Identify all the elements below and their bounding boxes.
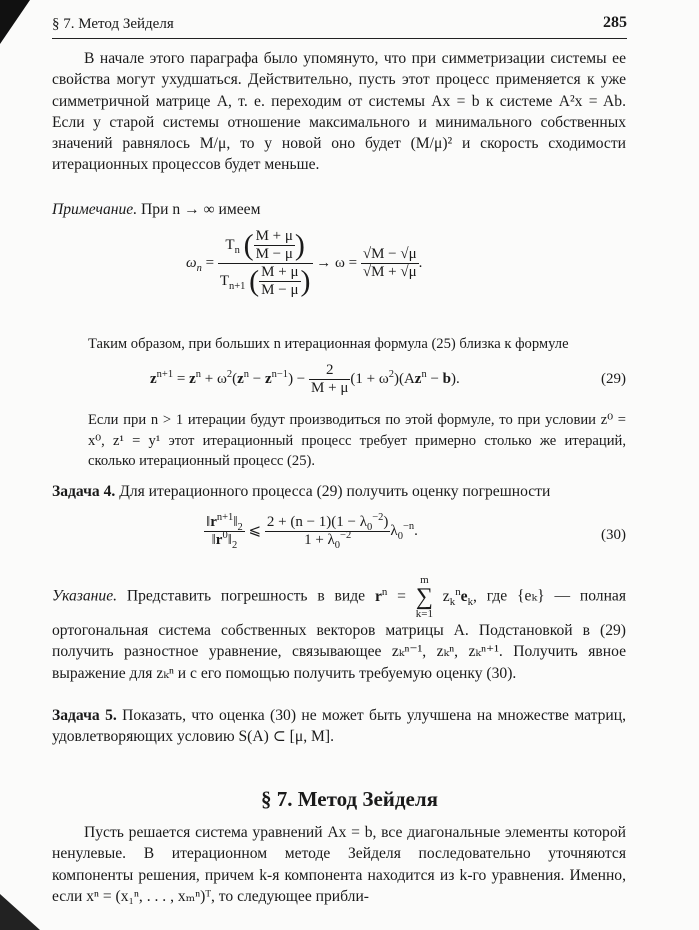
hint [52, 574, 626, 684]
residual-expansion-formula: $r^n = m$ ∑ k=1 $z_k^ne_k$, [374, 574, 477, 620]
task-5 [52, 705, 626, 748]
section-title: § 7. Метод Зейделя [260, 787, 438, 811]
note-label: Примечание. [52, 201, 138, 218]
equation-number-29: (29) [601, 371, 626, 387]
paragraph-3-text: Если при n > 1 итерации будут производиться по этой формуле, то при условии z⁰ = x⁰, z¹ = y¹ этот итерационный процесс требует примерно столько же итераций, сколько итерационный процесс (25). [88, 412, 626, 469]
hint-text-b: где {eₖ} — полная ортогональная система собственных векторов матрицы A. Подстановкой в (29) получить разностное уравнение, связывающее zₖⁿ⁻¹, zₖⁿ, zₖⁿ⁺¹. Получить явное выражение для zₖⁿ и с его помощью получить требуемую оценку (30). [52, 587, 627, 682]
note-text: При n → ∞ имеем [141, 201, 261, 218]
hint-text-a: Представить погрешность в виде [126, 587, 366, 605]
equation-number-30: (30) [601, 527, 626, 543]
task-5-label: Задача 5. [52, 707, 117, 724]
paragraph-2 [88, 334, 626, 355]
formula-29: $z^{n+1} = z^n + \omega^2(z^n - z^{n-1})$ − $\frac{2}{M + \mu}$ $(1 + \omega^2)(Az^n - b)$. [150, 362, 460, 396]
note [52, 199, 626, 220]
page-number: 285 [603, 14, 627, 31]
task-4-text: Для итерационного процесса (29) получить оценку погрешности [119, 483, 551, 500]
paragraph-1-text: В начале этого параграфа было упомянуто, что при симметризации системы ее свойства могут ухудшаться. Действительно, пусть этот процесс применяется к уже симметричной матрице A, т. е. переходим от системы Ax = b к системе A²x = Ab. Если у старой системы отношение максимального и минимального собственных значений равнялось M/μ, то у новой оно будет (M/μ)² и скорость сходимости итерационных процессов будет меньше. [52, 50, 626, 174]
paragraph-3 [88, 410, 626, 472]
paragraph-4-text: Пусть решается система уравнений Ax = b, все диагональные элементы которой ненулевые. В итерационном методе Зейделя последовательно уточняются компоненты решения, причем k-я компонента находится из k-го уравнения. Именно, если xⁿ = (x₁ⁿ, . . . , xₘⁿ)ᵀ, то следующее прибли- [52, 824, 626, 905]
scan-shadow-bottom-left [0, 894, 40, 930]
task-5-text: Показать, что оценка (30) не может быть улучшена на множестве матриц, удовлетворяющих условию S(A) ⊂ [μ, M]. [52, 707, 626, 746]
paragraph-1 [52, 48, 626, 176]
formula-omega: $\omega_n$ = $T_n$ ( $\frac{M + \mu}{M - \mu}$ ) $T_{n+1}$ ( $\frac{M + \mu}{M - \mu}$ ) → ω = $\frac{√M - √\mu}{√M + √\mu}$ . [186, 228, 423, 298]
scan-shadow-top-left [0, 0, 30, 44]
formula-30: $\frac{‖r^{n+1}‖_2}{‖r^0‖_2}$ ⩽ $\frac{2 + (n - 1)(1 - \lambda_0^{-2})}{1 + \lambda_0^{-2}}$ $\lambda_0^{-n}$. [206, 512, 418, 551]
task-4-label: Задача 4. [52, 483, 116, 500]
hint-label: Указание. [52, 587, 118, 605]
task-4 [52, 481, 626, 502]
page-header [52, 14, 627, 39]
running-head: § 7. Метод Зейделя [52, 16, 174, 32]
paragraph-2-text: Таким образом, при больших n итерационная формула (25) близка к формуле [88, 336, 569, 352]
paragraph-4 [52, 822, 626, 907]
